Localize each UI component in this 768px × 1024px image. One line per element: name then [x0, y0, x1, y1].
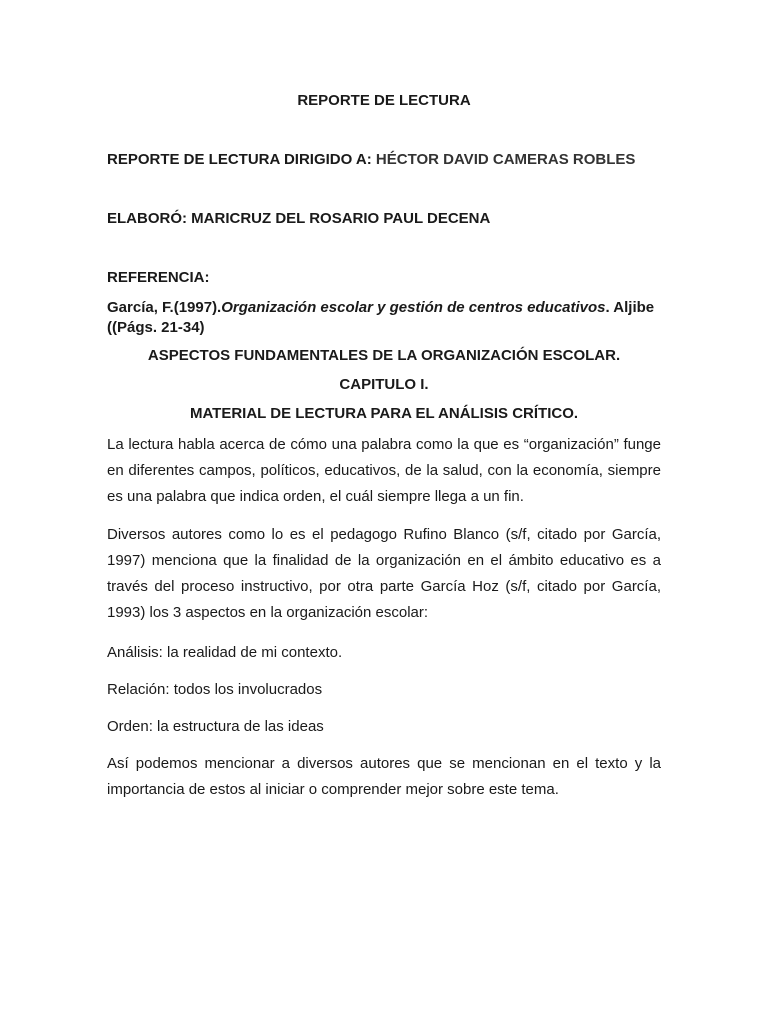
page-title: REPORTE DE LECTURA	[297, 92, 471, 109]
reference-citation	[107, 298, 661, 338]
body-paragraph-2: Diversos autores como lo es el pedagogo Rufino Blanco (s/f, citado por García, 1997) menciona que la finalidad de la organización en el ámbito educativo es a través del proceso instructivo, por otra parte García Hoz (s/f, citado por García, 1993) los 3 aspectos en la organización escolar:	[107, 526, 661, 621]
body-paragraph-3: Así podemos mencionar a diversos autores que se mencionan en el texto y la importancia de estos al iniciar o comprender mejor sobre este tema.	[107, 755, 661, 798]
dirigido-line	[107, 151, 661, 168]
section-heading-3: MATERIAL DE LECTURA PARA EL ANÁLISIS CRÍTICO.	[189, 405, 579, 422]
reference-publisher: . Aljibe	[605, 299, 655, 316]
elaboro-line: ELABORÓ: MARICRUZ DEL ROSARIO PAUL DECENA	[107, 210, 491, 227]
dirigido-name: HÉCTOR DAVID CAMERAS ROBLES	[375, 151, 636, 168]
reference-book-title: Organización escolar y gestión de centros educativos	[221, 299, 606, 316]
dirigido-label: REPORTE DE LECTURA DIRIGIDO A:	[107, 151, 376, 168]
aspect-item-analysis: Análisis: la realidad de mi contexto.	[107, 644, 343, 661]
body-paragraph-1: La lectura habla acerca de cómo una palabra como la que es “organización” funge en diferentes campos, políticos, educativos, de la salud, con la economía, siempre es una palabra que indica orden, el cuál siempre llega a un fin.	[107, 436, 661, 505]
reference-pages: ((Págs. 21-34)	[107, 319, 205, 336]
reference-author-year: García, F.(1997).	[107, 299, 222, 316]
section-heading-2: CAPITULO I.	[339, 376, 429, 393]
aspect-item-relation: Relación: todos los involucrados	[107, 681, 323, 698]
reference-label: REFERENCIA:	[107, 269, 210, 286]
section-heading-1: ASPECTOS FUNDAMENTALES DE LA ORGANIZACIÓN ESCOLAR.	[147, 347, 621, 364]
aspect-item-order: Orden: la estructura de las ideas	[107, 718, 324, 735]
